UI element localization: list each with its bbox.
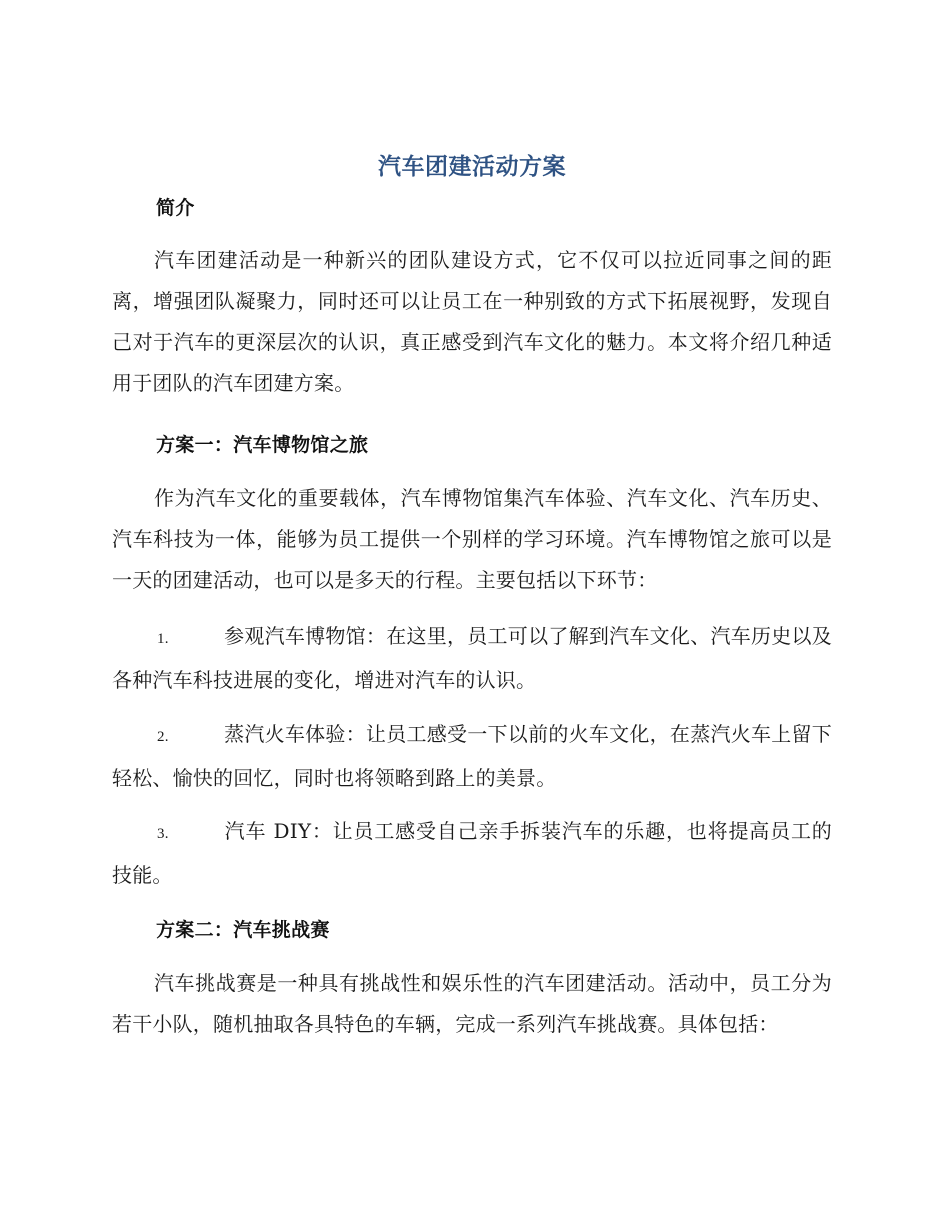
document-title: 汽车团建活动方案 — [378, 154, 566, 180]
list-item — [112, 811, 832, 896]
section-heading-intro: 简介 — [156, 197, 195, 219]
list-item-text: 汽车 DIY：让员工感受自己亲手拆装汽车的乐趣，也将提高员工的技能。 — [112, 819, 832, 887]
list-item-text: 蒸汽火车体验：让员工感受一下以前的火车文化，在蒸汽火车上留下轻松、愉快的回忆，同时也将领略到路上的美景。 — [112, 722, 832, 790]
list-item — [112, 714, 832, 799]
list-item-text: 参观汽车博物馆：在这里，员工可以了解到汽车文化、汽车历史以及各种汽车科技进展的变化，增进对汽车的认识。 — [112, 624, 832, 692]
list-item — [112, 616, 832, 701]
intro-paragraph: 汽车团建活动是一种新兴的团队建设方式，它不仅可以拉近同事之间的距离，增强团队凝聚力，同时还可以让员工在一种别致的方式下拓展视野，发现自己对于汽车的更深层次的认识，真正感受到汽车文化的魅力。本文将介绍几种适用于团队的汽车团建方案。 — [112, 248, 832, 395]
plan-2-paragraph: 汽车挑战赛是一种具有挑战性和娱乐性的汽车团建活动。活动中，员工分为若干小队，随机抽取各具特色的车辆，完成一系列汽车挑战赛。具体包括： — [112, 971, 832, 1036]
section-heading-plan-2: 方案二：汽车挑战赛 — [156, 919, 330, 941]
section-heading-plan-1: 方案一：汽车博物馆之旅 — [156, 434, 369, 456]
list-item-number: 2. — [157, 729, 169, 745]
list-item-number: 1. — [157, 631, 169, 647]
list-item-number: 3. — [157, 826, 169, 842]
plan-1-paragraph: 作为汽车文化的重要载体，汽车博物馆集汽车体验、汽车文化、汽车历史、汽车科技为一体，能够为员工提供一个别样的学习环境。汽车博物馆之旅可以是一天的团建活动，也可以是多天的行程。主要包括以下环节： — [112, 486, 832, 592]
